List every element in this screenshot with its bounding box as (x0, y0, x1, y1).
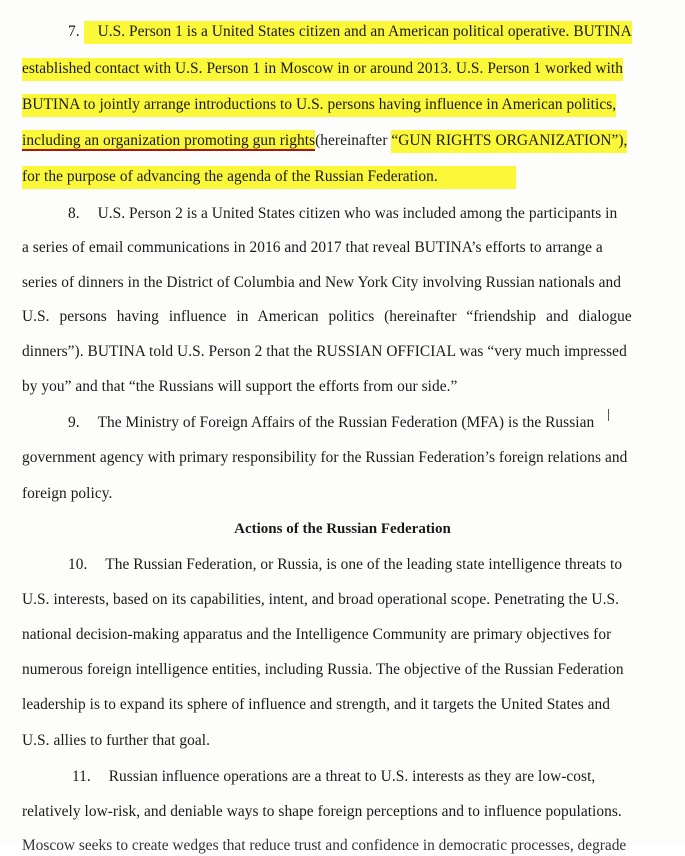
paragraph-8-text: a series of email communications in 2016 and 2017 that reveal BUTINA’s efforts to arrange a (22, 239, 603, 256)
paragraph-11-text: relatively low-risk, and deniable ways to shape foreign perceptions and to influence populations. (22, 803, 622, 820)
paragraph-9-line-1 (68, 413, 594, 433)
paragraph-10-text: U.S. allies to further that goal. (22, 732, 211, 749)
paragraph-10-line-4 (22, 660, 624, 680)
paragraph-8-line-3 (22, 273, 621, 293)
paragraph-8-text: U.S. persons having influence in American politics (hereinafter “friendship and dialogue (22, 308, 632, 325)
paragraph-10-text: national decision-making apparatus and the Intelligence Community are primary objectives for (22, 626, 612, 643)
paragraph-11-line-3 (22, 836, 626, 856)
paragraph-7-line-4 (22, 131, 627, 151)
paragraph-11-text: Moscow seeks to create wedges that reduce trust and confidence in democratic processes, degrade (22, 837, 627, 854)
underlined-phrase: including an organization promoting gun rights (22, 132, 316, 149)
paragraph-10-number: 10. (68, 556, 88, 573)
paragraph-11-line-2 (22, 802, 622, 822)
paragraph-8-number: 8. (68, 205, 80, 222)
section-heading: Actions of the Russian Federation (234, 521, 451, 537)
paragraph-10-line-1 (68, 555, 622, 575)
paragraph-7-number: 7. (68, 23, 80, 40)
paragraph-10-text: leadership is to expand its sphere of influence and strength, and it targets the United States and (22, 696, 611, 713)
paragraph-10-text: U.S. interests, based on its capabilities, intent, and broad operational scope. Penetrating the U.S. (22, 591, 619, 608)
paragraph-11-number: 11. (72, 768, 91, 785)
gun-rights-organization-term: “GUN RIGHTS ORGANIZATION”), (391, 130, 627, 153)
paragraph-10-line-5 (22, 695, 610, 715)
paragraph-7-text: established contact with U.S. Person 1 in Moscow in or around 2013. U.S. Person 1 worked with (22, 58, 623, 81)
paragraph-10-text: The Russian Federation, or Russia, is one of the leading state intelligence threats to (105, 556, 623, 573)
paragraph-7-text: BUTINA to jointly arrange introductions to U.S. persons having influence in American politics, (22, 94, 616, 117)
paragraph-8-line-4 (22, 307, 632, 327)
paragraph-8-text: U.S. Person 2 is a United States citizen who was included among the participants in (97, 205, 618, 222)
paragraph-9-number: 9. (68, 414, 80, 431)
paragraph-10-line-2 (22, 590, 619, 610)
paragraph-10-line-6 (22, 731, 210, 751)
paragraph-7-line-1 (68, 22, 632, 42)
paragraph-9-line-2 (22, 448, 627, 468)
paragraph-8-text: dinners”). BUTINA told U.S. Person 2 that the RUSSIAN OFFICIAL was “very much impressed (22, 343, 627, 360)
paragraph-10-text: numerous foreign intelligence entities, including Russia. The objective of the Russian Federation (22, 661, 624, 678)
paragraph-9-text: The Ministry of Foreign Affairs of the Russian Federation (MFA) is the Russian (97, 414, 595, 431)
paragraph-11-text: Russian influence operations are a threat to U.S. interests as they are low-cost, (108, 768, 596, 785)
paragraph-7-text: for the purpose of advancing the agenda of the Russian Federation. (22, 166, 516, 189)
paragraph-7-text: U.S. Person 1 is a United States citizen and an American political operative. BUTINA (84, 21, 632, 44)
paragraph-8-line-2 (22, 238, 603, 258)
paragraph-10-line-3 (22, 625, 611, 645)
paragraph-8-text: by you” and that “the Russians will support the efforts from our side.” (22, 378, 458, 395)
paragraph-7-text: (hereinafter (315, 132, 392, 149)
paragraph-9-text: government agency with primary responsibility for the Russian Federation’s foreign relations and (22, 449, 628, 466)
paragraph-7-line-3 (22, 95, 616, 115)
paragraph-7-line-2 (22, 59, 623, 79)
paragraph-8-line-1 (68, 204, 617, 224)
margin-mark (608, 409, 609, 421)
paragraph-8-text: series of dinners in the District of Columbia and New York City involving Russian nationals and (22, 274, 621, 291)
paragraph-9-text: foreign policy. (22, 485, 113, 502)
paragraph-7-line-5 (22, 167, 516, 187)
paragraph-9-line-3 (22, 484, 112, 504)
paragraph-11-line-1 (72, 767, 595, 787)
paragraph-8-line-5 (22, 342, 627, 362)
paragraph-8-line-6 (22, 377, 457, 397)
